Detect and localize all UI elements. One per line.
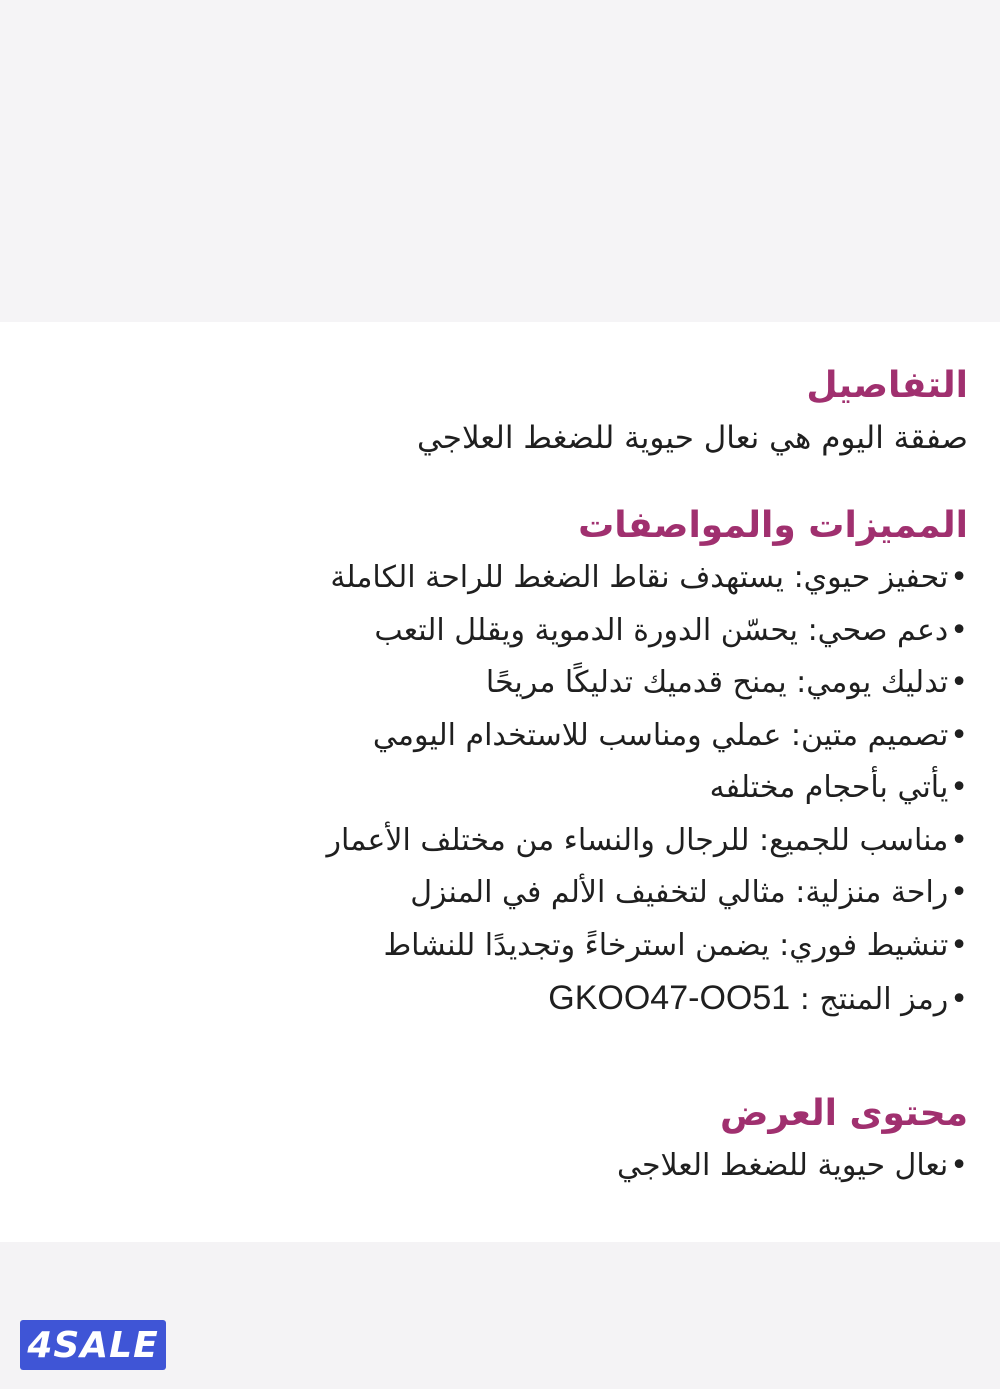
details-heading: التفاصيل: [806, 365, 968, 406]
contents-list: [32, 1140, 968, 1193]
feature-item-text: يأتي بأحجام مختلفه: [709, 770, 949, 805]
watermark-text: 4SALE: [27, 1324, 159, 1366]
feature-item: [32, 657, 968, 710]
bullet: •: [950, 560, 968, 595]
feature-item: [32, 920, 968, 973]
bullet: •: [950, 612, 968, 648]
features-section: [32, 500, 968, 1027]
feature-item: [32, 710, 968, 763]
contents-heading: محتوى العرض: [719, 1093, 968, 1134]
feature-item-text: راحة منزلية: مثالي لتخفيف الألم في المنزل: [410, 875, 949, 910]
product-code-label: رمز المنتج :: [799, 982, 949, 1017]
features-list: [32, 552, 968, 1027]
details-section: [32, 360, 968, 464]
feature-item-text: دعم صحي: يحسّن الدورة الدموية ويقلل التعب: [374, 612, 949, 648]
4sale-watermark-logo: [20, 1320, 166, 1370]
feature-item-text: تدليك يومي: يمنح قدميك تدليكًا مريحًا: [485, 665, 949, 700]
feature-item-text: تصميم متين: عملي ومناسب للاستخدام اليومي: [372, 717, 949, 753]
contents-item-text: نعال حيوية للضغط العلاجي: [616, 1148, 949, 1183]
product-code: GKOO47-OO51: [548, 979, 791, 1017]
feature-item: [32, 605, 968, 658]
feature-item-text: تحفيز حيوي: يستهدف نقاط الضغط للراحة الكاملة: [330, 560, 949, 595]
top-blank-area: [0, 0, 1000, 322]
feature-item: [32, 867, 968, 920]
bullet: •: [950, 665, 968, 700]
feature-item-text: مناسب للجميع: للرجال والنساء من مختلف الأعمار: [326, 822, 949, 858]
bullet: •: [950, 1148, 968, 1183]
feature-item-text: تنشيط فوري: يضمن استرخاءً وتجديدًا للنشاط: [383, 927, 949, 963]
features-heading: المميزات والمواصفات: [578, 505, 968, 546]
bullet: •: [950, 770, 968, 805]
feature-item: [32, 815, 968, 868]
bullet: •: [950, 927, 968, 963]
contents-section: [32, 1088, 968, 1193]
product-code-item: [32, 972, 968, 1027]
feature-item: [32, 762, 968, 815]
details-text: صفقة اليوم هي نعال حيوية للضغط العلاجي: [416, 420, 968, 456]
bullet: •: [950, 717, 968, 753]
bullet: •: [950, 822, 968, 858]
feature-item: [32, 552, 968, 605]
contents-item: [32, 1140, 968, 1193]
bullet: •: [950, 982, 968, 1017]
bullet: •: [950, 875, 968, 910]
